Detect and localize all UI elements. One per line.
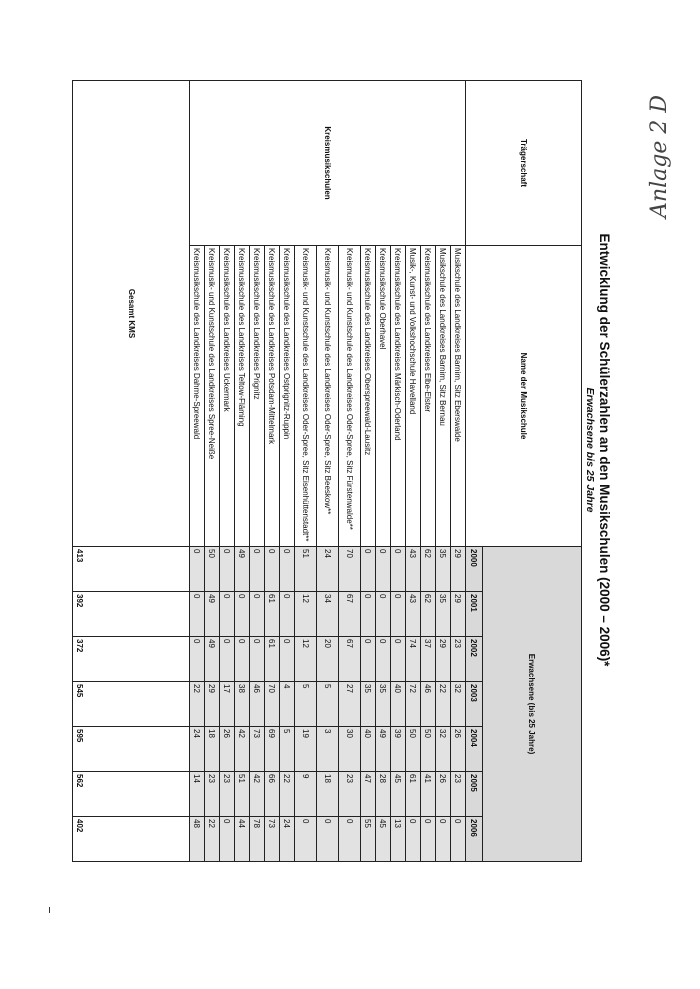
year-value: 61 [265,637,280,682]
year-value: 0 [436,817,451,862]
year-value: 13 [391,817,406,862]
year-value: 0 [361,547,376,592]
header-year: 2005 [466,772,483,817]
year-value: 26 [451,727,466,772]
year-value: 37 [421,637,436,682]
year-value: 35 [361,682,376,727]
year-value: 0 [190,547,205,592]
year-value: 0 [361,637,376,682]
school-name: Kreismusikschule Oberhavel [376,246,391,547]
year-value: 30 [339,727,361,772]
year-value: 35 [376,682,391,727]
total-value: 413 [73,547,190,592]
year-value: 49 [376,727,391,772]
year-value: 0 [280,637,295,682]
year-value: 23 [220,772,235,817]
year-value: 73 [265,817,280,862]
header-year: 2000 [466,547,483,592]
year-value: 26 [220,727,235,772]
year-value: 20 [317,637,339,682]
year-value: 4 [280,682,295,727]
total-value: 562 [73,772,190,817]
year-value: 0 [250,547,265,592]
school-name: Kreismusikschule des Landkreises Märkisch-Oderland [391,246,406,547]
year-value: 0 [235,637,250,682]
year-value: 62 [421,547,436,592]
year-value: 27 [339,682,361,727]
header-year: 2001 [466,592,483,637]
year-value: 22 [280,772,295,817]
year-value: 74 [406,637,421,682]
total-label: Gesamt KMS [73,81,190,547]
year-value: 0 [391,637,406,682]
year-value: 0 [280,592,295,637]
school-name: Kreismusikschule des Landkreises Teltow-Fläming [235,246,250,547]
year-value: 0 [190,592,205,637]
year-value: 67 [339,637,361,682]
year-value: 23 [451,772,466,817]
year-value: 48 [190,817,205,862]
year-value: 42 [250,772,265,817]
year-value: 0 [376,547,391,592]
year-value: 0 [376,592,391,637]
year-value: 42 [235,727,250,772]
year-value: 24 [317,547,339,592]
year-value: 0 [220,817,235,862]
year-value: 29 [451,547,466,592]
total-value: 392 [73,592,190,637]
year-value: 51 [295,547,317,592]
total-value: 372 [73,637,190,682]
year-value: 69 [265,727,280,772]
year-value: 24 [280,817,295,862]
year-value: 49 [235,547,250,592]
school-name: Kreismusikschule des Landkreises Elbe-Elster [421,246,436,547]
year-value: 44 [235,817,250,862]
year-value: 28 [376,772,391,817]
total-value: 545 [73,682,190,727]
year-value: 34 [317,592,339,637]
school-name: Kreismusik- und Kunstschule des Landkreises Spree-Neiße [205,246,220,547]
year-value: 23 [205,772,220,817]
year-value: 18 [205,727,220,772]
year-value: 45 [376,817,391,862]
year-value: 0 [421,817,436,862]
year-value: 61 [406,772,421,817]
year-value: 26 [436,772,451,817]
year-value: 47 [361,772,376,817]
year-value: 40 [391,682,406,727]
year-value: 49 [205,637,220,682]
year-value: 61 [265,592,280,637]
year-value: 55 [361,817,376,862]
school-name: Kreismusikschule des Landkreises Oberspreewald-Lausitz [361,246,376,547]
header-traegerschaft: Trägerschaft [466,81,582,246]
year-value: 70 [339,547,361,592]
school-name: Musikschule des Landkreises Barnim, Sitz Eberswalde [451,246,466,547]
document-title: Entwicklung der Schülerzahlen an den Musikschulen (2000 – 2006)* [597,233,612,667]
year-value: 0 [265,547,280,592]
year-value: 22 [205,817,220,862]
document-subtitle: Erwachsene bis 25 Jahre [584,387,596,513]
year-value: 41 [421,772,436,817]
year-value: 12 [295,592,317,637]
year-value: 29 [436,637,451,682]
year-value: 43 [406,592,421,637]
year-value: 50 [421,727,436,772]
year-value: 67 [339,592,361,637]
header-school-name: Name der Musikschule [466,246,582,547]
year-value: 9 [295,772,317,817]
year-value: 50 [406,727,421,772]
year-value: 32 [451,682,466,727]
table-row [451,81,466,862]
year-value: 0 [250,637,265,682]
school-name: Musik-, Kunst- und Volkshochschule Havelland [406,246,421,547]
year-value: 22 [436,682,451,727]
school-name: Kreismusik- und Kunstschule des Landkreises Oder-Spree, Sitz Fürstenwalde** [339,246,361,547]
year-value: 0 [220,547,235,592]
school-name: Kreismusikschule des Landkreises Prignitz [250,246,265,547]
year-value: 19 [295,727,317,772]
year-value: 32 [436,727,451,772]
year-value: 35 [436,592,451,637]
year-value: 39 [391,727,406,772]
year-value: 0 [280,547,295,592]
header-year: 2003 [466,682,483,727]
handwritten-annotation: Anlage 2 D [647,95,672,218]
year-value: 46 [421,682,436,727]
year-value: 35 [436,547,451,592]
school-name: Kreismusik- und Kunstschule des Landkreises Oder-Spree, Sitz Eisenhüttenstadt** [295,246,317,547]
year-value: 62 [421,592,436,637]
year-value: 23 [339,772,361,817]
header-year: 2006 [466,817,483,862]
year-value: 0 [391,547,406,592]
year-value: 66 [265,772,280,817]
year-value: 5 [280,727,295,772]
year-value: 0 [339,817,361,862]
year-value: 51 [235,772,250,817]
school-name: Kreismusikschule des Landkreises Ostprignitz-Ruppin [280,246,295,547]
year-value: 40 [361,727,376,772]
table-body [190,81,466,862]
total-row [73,81,190,862]
year-value: 0 [250,592,265,637]
year-value: 0 [220,637,235,682]
year-value: 0 [391,592,406,637]
year-value: 70 [265,682,280,727]
year-value: 73 [250,727,265,772]
year-value: 12 [295,637,317,682]
year-value: 29 [205,682,220,727]
year-value: 29 [451,592,466,637]
margin-mark [49,907,50,913]
year-value: 0 [451,817,466,862]
year-value: 43 [406,547,421,592]
year-value: 0 [406,817,421,862]
enrollment-table [72,80,582,862]
year-value: 0 [376,637,391,682]
year-value: 5 [317,682,339,727]
year-value: 0 [190,637,205,682]
year-value: 49 [205,592,220,637]
year-value: 0 [317,817,339,862]
school-name: Musikschule des Landkreises Barnim, Sitz Bernau [436,246,451,547]
year-value: 46 [250,682,265,727]
header-year: 2002 [466,637,483,682]
year-value: 24 [190,727,205,772]
year-value: 23 [451,637,466,682]
year-value: 0 [295,817,317,862]
year-value: 72 [406,682,421,727]
year-value: 45 [391,772,406,817]
traeger-label: Kreismusikschulen [190,81,466,246]
header-year: 2004 [466,727,483,772]
school-name: Kreismusik- und Kunstschule des Landkreises Oder-Spree, Sitz Beeskow** [317,246,339,547]
year-value: 14 [190,772,205,817]
year-value: 50 [205,547,220,592]
year-value: 38 [235,682,250,727]
year-value: 5 [295,682,317,727]
header-erwachsene: Erwachsene (bis 25 Jahre) [482,547,581,862]
year-value: 78 [250,817,265,862]
school-name: Kreismusikschule des Landkreises Potsdam-Mittelmark [265,246,280,547]
school-name: Kreismusikschule des Landkreises Dahme-Spreewald [190,246,205,547]
total-value: 595 [73,727,190,772]
year-value: 0 [361,592,376,637]
year-value: 0 [220,592,235,637]
year-value: 18 [317,772,339,817]
year-value: 3 [317,727,339,772]
school-name: Kreismusikschule des Landkreises Uckermark [220,246,235,547]
year-value: 22 [190,682,205,727]
year-value: 17 [220,682,235,727]
year-value: 0 [235,592,250,637]
total-value: 402 [73,817,190,862]
